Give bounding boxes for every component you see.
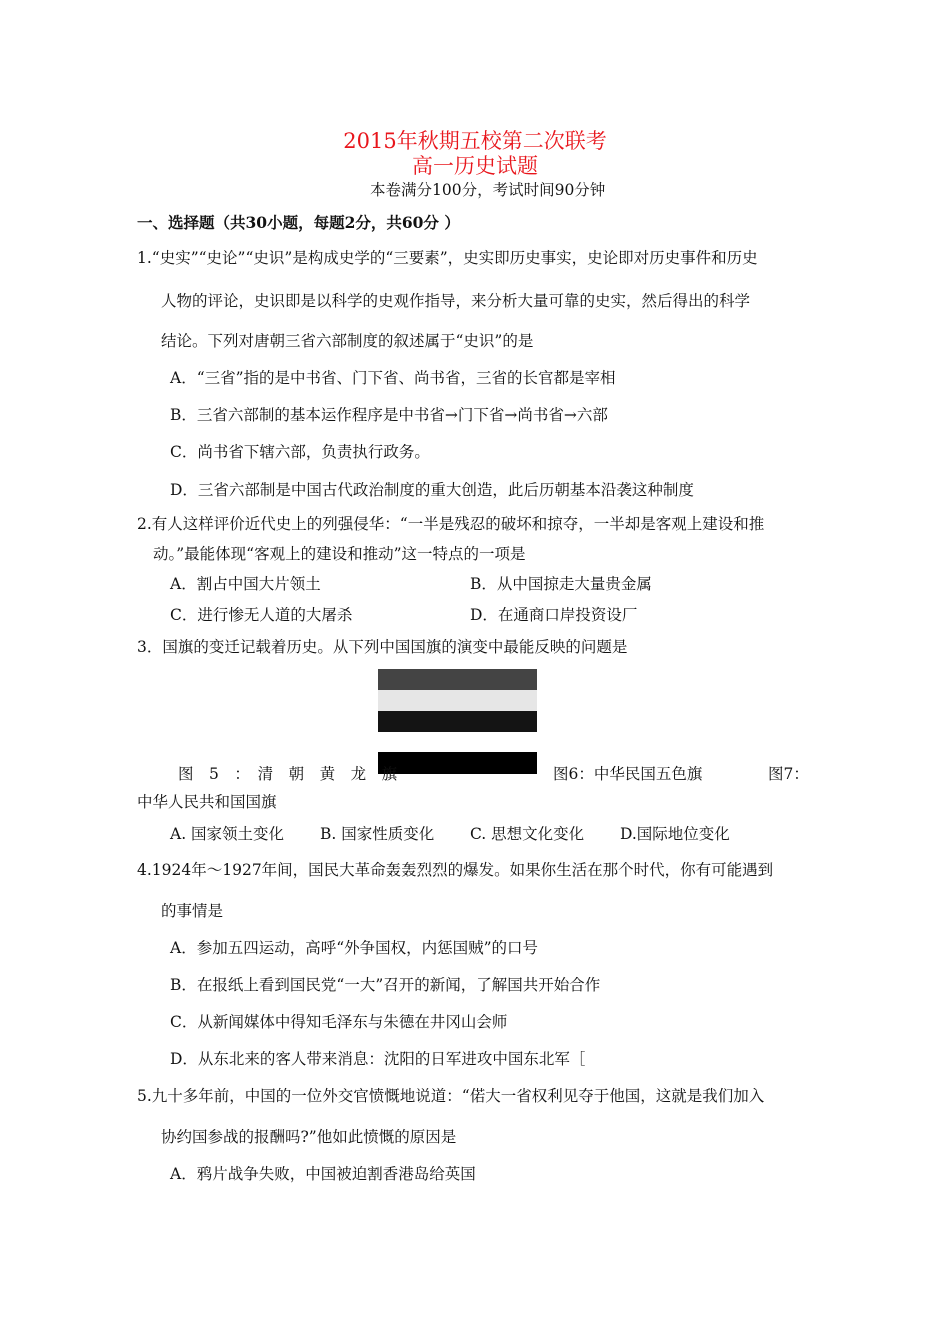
option-c: C．尚书省下辖六部，负责执行政务。 (170, 443, 430, 461)
question-stem-line: 2.有人这样评价近代史上的列强侵华：“一半是残忍的破坏和掠夺，一半却是客观上建设和推 (137, 515, 765, 533)
option-c: C. 思想文化变化 (470, 825, 585, 843)
question-stem-line: 动。”最能体现“客观上的建设和推动”这一特点的一项是 (153, 545, 526, 563)
flag-band (378, 690, 537, 711)
option-a: A．参加五四运动，高呼“外争国权，内惩国贼”的口号 (170, 939, 539, 957)
option-d: D．在通商口岸投资设厂 (470, 606, 638, 624)
option-c: C．进行惨无人道的大屠杀 (170, 606, 353, 624)
figure-7-caption: 图7： (768, 765, 809, 783)
option-d: D.国际地位变化 (620, 825, 730, 843)
exam-title: 2015年秋期五校第二次联考 (343, 129, 607, 153)
option-b: B. 国家性质变化 (320, 825, 435, 843)
option-d: D．三省六部制是中国古代政治制度的重大创造，此后历朝基本沿袭这种制度 (170, 481, 694, 499)
figure-7-caption-cont: 中华人民共和国国旗 (137, 793, 277, 811)
option-b: B．从中国掠走大量贵金属 (470, 575, 652, 593)
question-stem-line: 5.九十多年前，中国的一位外交官愤慨地说道：“偌大一省权利见夺于他国，这就是我们加入 (137, 1087, 765, 1105)
exam-subtitle: 高一历史试题 (412, 154, 538, 178)
exam-note: 本卷满分100分，考试时间90分钟 (370, 181, 606, 199)
question-stem-line: 协约国参战的报酬吗?”他如此愤慨的原因是 (161, 1128, 457, 1146)
option-a: A．割占中国大片领土 (170, 575, 321, 593)
flag-band (378, 711, 537, 732)
option-b: B．三省六部制的基本运作程序是中书省→门下省→尚书省→六部 (170, 406, 608, 424)
figure-6-caption: 图6：中华民国五色旗 (553, 765, 703, 783)
question-stem-line: 人物的评论，史识即是以科学的史观作指导，来分析大量可靠的史实，然后得出的科学 (161, 292, 751, 310)
section-heading: 一、选择题（共30小题，每题2分，共60分 ） (137, 213, 460, 232)
question-stem-line: 结论。下列对唐朝三省六部制度的叙述属于“史识”的是 (161, 332, 534, 350)
option-d: D．从东北来的客人带来消息：沈阳的日军进攻中国东北军［ (170, 1050, 586, 1068)
option-c: C．从新闻媒体中得知毛泽东与朱德在井冈山会师 (170, 1013, 508, 1031)
option-a: A．“三省”指的是中书省、门下省、尚书省，三省的长官都是宰相 (170, 369, 616, 387)
option-a: A. 国家领土变化 (170, 825, 285, 843)
flag-band (378, 669, 537, 690)
option-a: A．鸦片战争失败，中国被迫割香港岛给英国 (170, 1165, 476, 1183)
question-stem-line: 的事情是 (161, 902, 224, 920)
flag-band (378, 752, 537, 774)
figure-5-caption: 图 5 ： 清 朝 黄 龙 旗 (178, 765, 398, 783)
question-stem-line: 1.“史实”“史论”“史识”是构成史学的“三要素”，史实即历史事实，史论即对历史事件和历史 (137, 249, 758, 267)
question-stem-line: 4.1924年～1927年间，国民大革命轰轰烈烈的爆发。如果你生活在那个时代，你有可能遇到 (137, 861, 774, 879)
option-b: B．在报纸上看到国民党“一大”召开的新闻，了解国共开始合作 (170, 976, 601, 994)
question-stem-line: 3．国旗的变迁记载着历史。从下列中国国旗的演变中最能反映的问题是 (137, 638, 628, 656)
